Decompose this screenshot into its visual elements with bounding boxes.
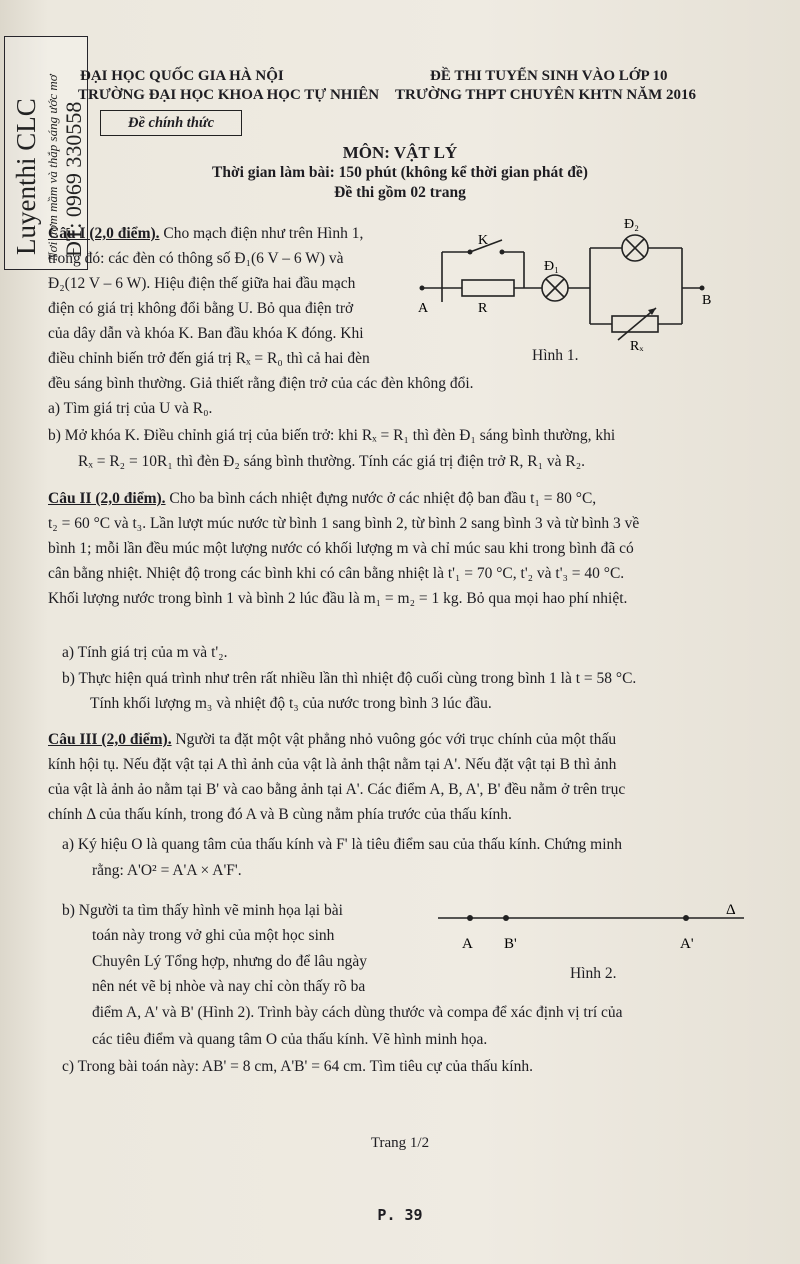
- label-d1: Đ₁: [544, 259, 559, 274]
- q3-part-c: c) Trong bài toán này: AB' = 8 cm, A'B' = 64 cm. Tìm tiêu cự của thấu kính.: [62, 1058, 533, 1075]
- q3-part-b-cont-2: các tiêu điểm và quang tâm O của thấu kính. Vẽ hình minh họa.: [92, 1031, 488, 1048]
- point-a: [467, 915, 473, 921]
- q1-part-a: a) Tìm giá trị của U và R₀.: [48, 400, 213, 417]
- q1-part-b-1: b) Mở khóa K. Điều chỉnh giá trị của biến trở: khi Rₓ = R₁ thì đèn Đ₁ sáng bình thường, khi: [48, 427, 616, 444]
- q3-part-b-cont-1: điểm A, A' và B' (Hình 2). Trình bày cách dùng thước và compa để xác định vị trí của: [92, 1004, 623, 1021]
- exam-time: Thời gian làm bài: 150 phút (không kể thời gian phát đề): [212, 164, 588, 181]
- q2-part-b-2: Tính khối lượng m₃ và nhiệt độ t₃ của nước trong bình 3 lúc đầu.: [90, 695, 492, 712]
- org-line-2: TRƯỜNG ĐẠI HỌC KHOA HỌC TỰ NHIÊN: [78, 87, 380, 103]
- question-1-title: Câu I (2,0 điểm).: [48, 225, 160, 242]
- q3-part-a-1: a) Ký hiệu O là quang tâm của thấu kính và F' là tiêu điểm sau của thấu kính. Chứng minh: [62, 836, 623, 853]
- watermark-slogan: Nơi ươm mầm và thắp sáng ước mơ: [45, 74, 60, 261]
- exam-line-2: TRƯỜNG THPT CHUYÊN KHTN NĂM 2016: [395, 87, 696, 103]
- q3-line: của vật là ảnh ảo nằm tại B' và cao bằng ảnh tại A'. Các điểm A, B, A', B' đều nằm ở trên trục: [48, 781, 626, 798]
- label-a: A: [418, 301, 429, 316]
- q3-part-b-line-2: toán này trong vở ghi của một học sinh: [92, 927, 335, 944]
- q3-line: Người ta đặt một vật phẳng nhỏ vuông góc với trục chính của một thấu: [171, 731, 617, 748]
- q1-line: của dây dẫn và khóa K. Ban đầu khóa K đóng. Khi: [48, 325, 364, 342]
- q1-line: trong đó: các đèn có thông số Đ₁(6 V – 6 W) và: [48, 250, 344, 267]
- q3-part-b-line-4: nên nét vẽ bị nhòe và nay chỉ còn thấy rõ ba: [92, 978, 366, 995]
- q2-part-a: a) Tính giá trị của m và t'₂.: [62, 644, 228, 661]
- q1-line-last: đều sáng bình thường. Giả thiết rằng điện trở của các đèn không đổi.: [48, 375, 474, 392]
- question-2-title: Câu II (2,0 điểm).: [48, 490, 166, 507]
- q1-line: Đ₂(12 V – 6 W). Hiệu điện thế giữa hai đầu mạch: [48, 275, 356, 292]
- exam-pages: Đề thi gồm 02 trang: [334, 184, 466, 201]
- label-point-b-prime: B': [504, 936, 517, 952]
- q3-line: chính Δ của thấu kính, trong đó A và B cùng nằm phía trước của thấu kính.: [48, 806, 512, 823]
- exam-line-1: ĐỀ THI TUYỂN SINH VÀO LỚP 10: [430, 68, 668, 84]
- q1-line: điện có giá trị không đổi bằng U. Bỏ qua điện trở: [48, 300, 354, 317]
- q3-line: kính hội tụ. Nếu đặt vật tại A thì ảnh của vật là ảnh thật nằm tại A'. Nếu đặt vật tại B thì ảnh: [48, 756, 617, 773]
- question-3-text: [48, 727, 748, 827]
- label-axis: Δ: [726, 902, 736, 918]
- question-2-text: [48, 486, 748, 611]
- q1-part-b-2: Rₓ = R₂ = 10R₁ thì đèn Đ₂ sáng bình thường. Tính các giá trị điện trở R, R₁ và R₂.: [78, 453, 586, 470]
- label-point-a-prime: A': [680, 936, 694, 952]
- watermark-phone: ĐT: 0969 330558: [61, 101, 86, 257]
- point-b-prime: [503, 915, 509, 921]
- subject-title: MÔN: VẬT LÝ: [342, 143, 458, 162]
- official-badge: [100, 110, 242, 136]
- q2-line: Khối lượng nước trong bình 1 và bình 2 lúc đầu là m₁ = m₂ = 1 kg. Bỏ qua mọi hao phí nhiệt.: [48, 590, 628, 607]
- org-line-1: ĐẠI HỌC QUỐC GIA HÀ NỘI: [80, 68, 284, 84]
- point-a-prime: [683, 915, 689, 921]
- label-b: B: [702, 293, 712, 308]
- label-rx: Rₓ: [630, 339, 644, 354]
- q2-line: t₂ = 60 °C và t₃. Lần lượt múc nước từ bình 1 sang bình 2, từ bình 2 sang bình 3 và từ bình 3 về: [48, 515, 640, 532]
- q1-line: Cho mạch điện như trên Hình 1,: [159, 225, 364, 242]
- q1-line: điều chỉnh biến trở đến giá trị Rₓ = R₀ thì cả hai đèn: [48, 350, 370, 367]
- question-1-text: [48, 221, 418, 371]
- q3-part-b-line-1: b) Người ta tìm thấy hình vẽ minh họa lại bài: [62, 902, 343, 919]
- official-badge-text: Đề chính thức: [127, 115, 215, 131]
- figure-1-caption: Hình 1.: [532, 347, 579, 364]
- label-r: R: [478, 301, 488, 316]
- q2-part-b-1: b) Thực hiện quá trình như trên rất nhiều lần thì nhiệt độ cuối cùng trong bình 1 là t = 58 °C.: [62, 670, 637, 687]
- label-point-a: A: [462, 936, 473, 952]
- label-k: K: [478, 233, 489, 248]
- label-d2: Đ₂: [624, 217, 639, 232]
- p-number: P. 39: [377, 1206, 423, 1224]
- q3-part-b-line-3: Chuyên Lý Tổng hợp, nhưng do để lâu ngày: [92, 953, 368, 970]
- q2-line: bình 1; mỗi lần đều múc một lượng nước có khối lượng m và chỉ múc sau khi trong bình đã có: [48, 540, 634, 557]
- figure-2-caption: Hình 2.: [570, 965, 617, 982]
- optics-axis-diagram: [432, 900, 752, 960]
- question-3-title: Câu III (2,0 điểm).: [48, 731, 172, 748]
- q2-line: cân bằng nhiệt. Nhiệt độ trong các bình khi có cân bằng nhiệt là t'₁ = 70 °C, t'₂ và t'₃ = 40 °C.: [48, 565, 625, 582]
- watermark-brand: Luyenthi CLC: [11, 98, 41, 255]
- q2-line: Cho ba bình cách nhiệt đựng nước ở các nhiệt độ ban đầu t₁ = 80 °C,: [165, 490, 597, 507]
- page-number: Trang 1/2: [370, 1135, 430, 1151]
- q3-part-a-2: rằng: A'O² = A'A × A'F'.: [92, 862, 242, 879]
